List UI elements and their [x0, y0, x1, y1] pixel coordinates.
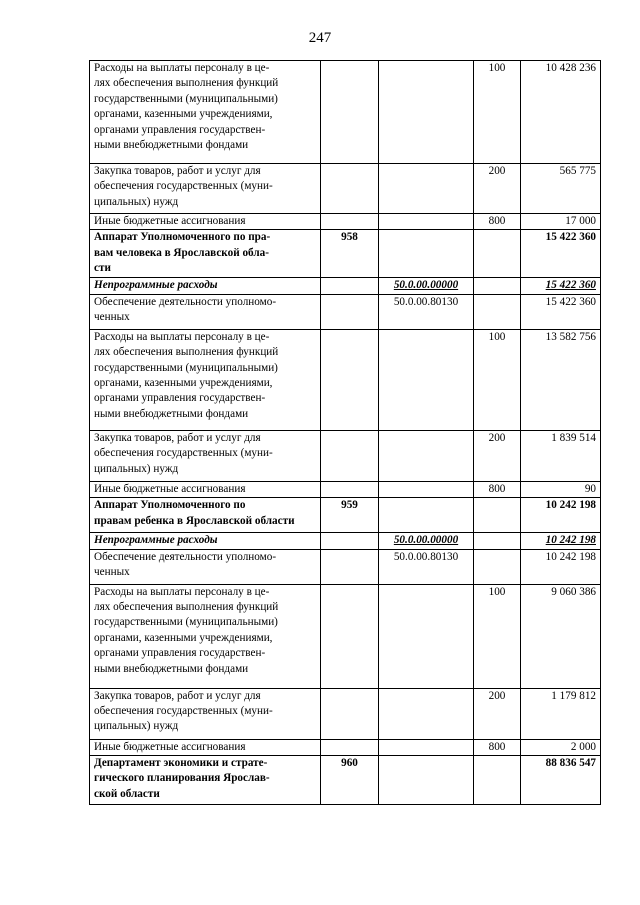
page-number: 247 — [308, 30, 332, 46]
cell-type: 200 — [474, 164, 521, 214]
cell-type: 100 — [474, 329, 521, 430]
cell-target — [379, 498, 474, 533]
cell-name: Закупка товаров, работ и услуг для обеспечения государственных (муни- ципальных) нужд — [90, 430, 321, 481]
cell-name: Аппарат Уполномоченного по правам ребенка в Ярославской области — [90, 498, 321, 533]
table-row — [90, 688, 601, 739]
cell-target: 50.0.00.80130 — [379, 294, 474, 329]
cell-type — [474, 533, 521, 549]
cell-target — [379, 329, 474, 430]
cell-name: Непрограммные расходы — [90, 278, 321, 294]
cell-amount: 88 836 547 — [521, 756, 601, 805]
table-row — [90, 481, 601, 497]
table-row — [90, 164, 601, 214]
cell-name: Расходы на выплаты персоналу в це- лях обеспечения выполнения функций государственными (муниципальными) органами, казенными учреждениями, органами управления государствен- ными внебюджетными фондами — [90, 584, 321, 688]
cell-code — [321, 278, 379, 294]
cell-amount: 15 422 360 — [521, 230, 601, 278]
cell-name: Расходы на выплаты персоналу в це- лях обеспечения выполнения функций государственными (муниципальными) органами, казенными учреждениями, органами управления государствен- ными внебюджетными фондами — [90, 329, 321, 430]
cell-name: Закупка товаров, работ и услуг для обеспечения государственных (муни- ципальных) нужд — [90, 688, 321, 739]
cell-code — [321, 164, 379, 214]
cell-amount: 10 242 198 — [521, 549, 601, 584]
cell-amount: 2 000 — [521, 739, 601, 755]
cell-target — [379, 164, 474, 214]
cell-name: Расходы на выплаты персоналу в це- лях обеспечения выполнения функций государственными (муниципальными) органами, казенными учреждениями, органами управления государствен- ными внебюджетными фондами — [90, 61, 321, 164]
cell-code — [321, 584, 379, 688]
cell-code — [321, 688, 379, 739]
cell-name: Аппарат Уполномоченного по пра- вам человека в Ярославской обла- сти — [90, 230, 321, 278]
cell-code — [321, 61, 379, 164]
table-row — [90, 329, 601, 430]
cell-type: 800 — [474, 739, 521, 755]
cell-amount: 1 179 812 — [521, 688, 601, 739]
cell-type: 200 — [474, 688, 521, 739]
cell-name: Обеспечение деятельности уполномо- ченных — [90, 549, 321, 584]
cell-type — [474, 278, 521, 294]
table-row — [90, 430, 601, 481]
cell-amount: 10 242 198 — [521, 533, 601, 549]
cell-target — [379, 688, 474, 739]
cell-type: 100 — [474, 584, 521, 688]
cell-name: Иные бюджетные ассигнования — [90, 739, 321, 755]
cell-amount: 15 422 360 — [521, 294, 601, 329]
cell-amount: 15 422 360 — [521, 278, 601, 294]
cell-target: 50.0.00.80130 — [379, 549, 474, 584]
cell-type: 800 — [474, 214, 521, 230]
budget-table — [89, 60, 601, 805]
cell-target — [379, 61, 474, 164]
cell-name: Департамент экономики и страте- гического планирования Ярослав- ской области — [90, 756, 321, 805]
cell-name: Непрограммные расходы — [90, 533, 321, 549]
cell-amount: 1 839 514 — [521, 430, 601, 481]
cell-amount: 10 242 198 — [521, 498, 601, 533]
table-row — [90, 756, 601, 805]
table-row — [90, 533, 601, 549]
cell-target — [379, 584, 474, 688]
cell-name: Иные бюджетные ассигнования — [90, 481, 321, 497]
table-row — [90, 739, 601, 755]
cell-target — [379, 430, 474, 481]
cell-name: Обеспечение деятельности уполномо- ченных — [90, 294, 321, 329]
cell-amount: 17 000 — [521, 214, 601, 230]
table-row — [90, 230, 601, 278]
cell-code — [321, 533, 379, 549]
cell-code: 958 — [321, 230, 379, 278]
cell-amount: 90 — [521, 481, 601, 497]
cell-target — [379, 214, 474, 230]
cell-target — [379, 230, 474, 278]
cell-code — [321, 739, 379, 755]
cell-target: 50.0.00.00000 — [379, 278, 474, 294]
table-row — [90, 549, 601, 584]
table-row — [90, 278, 601, 294]
cell-amount: 9 060 386 — [521, 584, 601, 688]
cell-type — [474, 230, 521, 278]
table-row — [90, 294, 601, 329]
cell-code: 959 — [321, 498, 379, 533]
cell-code: 960 — [321, 756, 379, 805]
cell-type — [474, 294, 521, 329]
cell-code — [321, 294, 379, 329]
cell-target — [379, 739, 474, 755]
cell-type — [474, 549, 521, 584]
cell-target — [379, 756, 474, 805]
cell-amount: 565 775 — [521, 164, 601, 214]
cell-name: Иные бюджетные ассигнования — [90, 214, 321, 230]
cell-target: 50.0.00.00000 — [379, 533, 474, 549]
cell-code — [321, 329, 379, 430]
cell-type — [474, 498, 521, 533]
table-row — [90, 214, 601, 230]
cell-name: Закупка товаров, работ и услуг для обеспечения государственных (муни- ципальных) нужд — [90, 164, 321, 214]
cell-amount: 13 582 756 — [521, 329, 601, 430]
cell-type: 200 — [474, 430, 521, 481]
cell-type — [474, 756, 521, 805]
table-row — [90, 61, 601, 164]
cell-code — [321, 214, 379, 230]
table-row — [90, 498, 601, 533]
cell-amount: 10 428 236 — [521, 61, 601, 164]
cell-code — [321, 430, 379, 481]
cell-code — [321, 481, 379, 497]
cell-code — [321, 549, 379, 584]
cell-type: 800 — [474, 481, 521, 497]
table-row — [90, 584, 601, 688]
cell-type: 100 — [474, 61, 521, 164]
cell-target — [379, 481, 474, 497]
